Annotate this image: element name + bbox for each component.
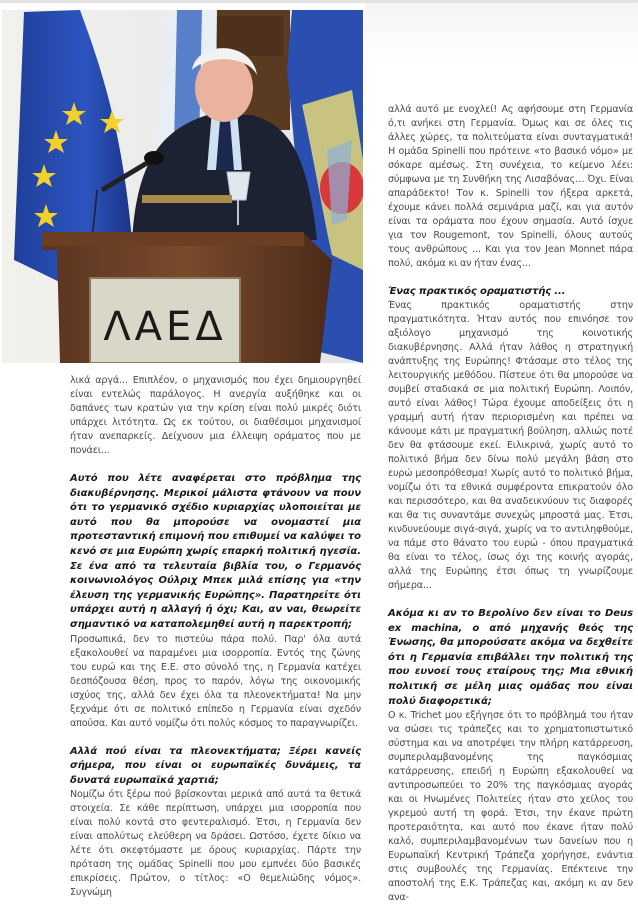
paragraph-body: λικά αργά... Επιπλέον, ο μηχανισμός που έχει δημιουργηθεί είναι εντελώς παράλογος. Η ανεργία αυξήθηκε και οι δαπάνες των κρατών για την κρίση είναι πολύ μικρές διότι υπάρχει λιτότητα. Ως εκ τούτου, οι διαθέσιμοι μηχανισμοί ήταν ανεπαρκείς. Δείχνουν μια έλλειψη οράματος που με πονάει... <box>70 375 361 456</box>
page-top-fade <box>365 3 638 63</box>
paragraph-answer: Ένας πρακτικός οραματιστής στην πραγματικότητα. Ήταν αυτός που επινόησε τον αξιόλογο μηχανισμό της κοινοτικής διακυβέρνησης. Αλλά ήταν λάθος η στρατηγική ανάπτυξης της Ευρώπης! Φτάσαμε στο τέλος της λειτουργικής μεθόδου. Πίστευε ότι θα μπορούσε να συμβεί σταδιακά σε μια πολιτική Ευρώπη. Λοιπόν, αυτό είναι λάθος! Τώρα έχουμε αποδείξεις ότι η γραμμή αυτή ήταν περιορισμένη και πρέπει να κάνουμε κάτι με πραγματική βούληση, αλλιώς ποτέ δεν θα φτάσουμε εκεί. Ειλικρινά, χωρίς αυτό το πολιτικό βήμα δεν δίνω πολύ μεγάλη βάση στο ευρώ μεσοπρόθεσμα! Χωρίς αυτό το πολιτικό βήμα, νομίζω ότι τα εθνικά συμφέροντα επικρατούν όλο και περισσότερο, και θα αναδεικνύουν τις διαφορές και θα τις συναντάμε συνεχώς μπροστά μας. Έτσι, κινδυνεύουμε σιγά-σιγά, χωρίς να το αντιληφθούμε, να πάμε στο θάνατο του ευρώ - όπου πραγματικά θα είναι το τέλος, ίσως όχι της κοινής αγοράς, αλλά της Ευρώπης έτσι όπως τη γνωρίζουμε σήμερα... <box>388 300 633 591</box>
right-text-column <box>388 103 633 905</box>
paragraph-answer: Προσωπικά, δεν το πιστεύω πάρα πολύ. Παρ' όλα αυτά εξακολουθεί να παραμένει μια ισορροπία. Εντός της ζώνης του ευρώ και της Ε.Ε. στο σύνολό της, η Γερμανία κατέχει δεσπόζουσα θέση, προς το παρόν, λόγω της οικονομικής ισχύος της, αλλά δεν έχει όλα τα πλεονεκτήματα! Να μην ξεχνάμε ότι σε πολιτικό επίπεδο η Γερμανία είναι σχεδόν απούσα. Και αυτό νομίζω ότι πολύς κόσμος το παραγνωρίζει. <box>70 633 361 729</box>
article-photo <box>2 10 363 363</box>
interview-question: Ακόμα κι αν το Βερολίνο δεν είναι το Deus ex machina, ο από μηχανής θεός της Ένωσης, θα μπορούσατε ακόμα να δεχθείτε ότι η Γερμανία επιβάλλει την πολιτική της που ευνοεί τους εταίρους της; Μια εθνική πολιτική σε μέλη μιας ομάδας που είναι πολύ διαφορετικά; <box>388 608 633 707</box>
podium-sign-text: ΛΑΕΔ <box>103 304 227 350</box>
paragraph-body: αλλά αυτό με ενοχλεί! Ας αφήσουμε στη Γερμανία ό,τι ανήκει στη Γερμανία. Όμως και σε όλες τις άλλες χώρες, τα πολιτεύματα είναι συνταγματικά! Η ομάδα Spinelli που πρότεινε «το βασικό νόμο» με σόκαρε αμέσως. Στη συνέχεια, το κείμενο λέει: σύμφωνα με τη Συνθήκη της Λισαβόνας… Όχι. Είναι απαράδεκτο! Τον κ. Spinelli τον ήξερα αρκετά, έχουμε κάνει πολλά σεμινάρια μαζί, και για αυτόν είναι τα οράματα που έχουν σημασία. Αυτό ίσχυε για τον Rougemont, τον Spinelli, όλους αυτούς τους ανθρώπους ... Και για τον Jean Monnet πάρα πολύ, ακόμα κι αν ήταν ένας... <box>388 104 633 269</box>
man-face <box>195 54 253 122</box>
paragraph-answer: Ο κ. Trichet μου εξήγησε ότι το πρόβλημά του ήταν να σώσει τις τράπεζες και το χρηματοπιστωτικό σύστημα και να αποτρέψει την πλήρη κατάρρευση, συμπεριλαμβανομένης της παγκόσμιας κατάρρευσης, επειδή η Ευρώπη εξακολουθεί να αντιπροσωπεύει το 20% της παγκόσμιας αγοράς και οι Ηνωμένες Πολιτείες ήταν στο χείλος του γκρεμού αυτή τη φορά. Έτσι, την έκανε πρώτη προτεραιότητα, και αυτό που έκανε ήταν πολύ καλό, συμπεριλαμβανομένων των δανείων που η Ευρωπαϊκή Κεντρική Τράπεζα χορήγησε, ενάντια στις συμβουλές της Γερμανίας. Επέκτεινε την αποστολή της Ε.Κ. Τράπεζας και, ακόμη κι αν δεν ανα- <box>388 710 633 904</box>
interview-question: Αυτό που λέτε αναφέρεται στο πρόβλημα της διακυβέρνησης. Μερικοί μάλιστα φτάνουν να πουν ότι το γερμανικό σχέδιο κυριαρχίας υλοποιείται με αυτό που θα μπορούσε να ονομαστεί μια προτεσταντική επιμονή που επιθυμεί να καλύψει το κενό σε μια Ευρώπη χωρίς επαρκή πολιτική ηγεσία. Σε ένα από τα τελευταία βιβλία του, ο Γερμανός κοινωνιολόγος Ούλριχ Μπεκ μιλά επίσης για «την έλευση της γερμανικής Ευρώπης». Παρατηρείτε ότι υπάρχει αυτή η αλλαγή ή όχι; Και, αν ναι, θεωρείτε σημαντικό να καταπολεμηθεί αυτή η παρεκτροπή; <box>70 473 362 630</box>
podium-lamp <box>142 195 232 203</box>
interview-question: Αλλά πού είναι τα πλεονεκτήματα; Ξέρει κανείς σήμερα, που είναι οι ευρωπαϊκές δυνάμεις, τα δυνατά ευρωπαϊκά χαρτιά; <box>70 745 361 786</box>
paragraph-answer: Νομίζω ότι ξέρω πού βρίσκονται μερικά από αυτά τα θετικά στοιχεία. Σε κάθε περίπτωση, υπάρχει μια ισορροπία που είναι πολύ κοντά στο φεντεραλισμό. Έτσι, η Γερμανία δεν είναι απολύτως ελεύθερη να δράσει. Ωστόσο, έχετε δίκιο να λέτε ότι σκεφτόμαστε με όρους κυριαρχίας. Πάρτε την πρόταση της ομάδας Spinelli που μου εμπνέει δύο βασικές επικρίσεις. Πρώτον, ο τίτλος: «Ο θεμελιώδης νόμος». Συγνώμη <box>70 789 361 899</box>
microphone <box>144 151 164 165</box>
speaker-at-podium-illustration <box>2 10 363 363</box>
section-heading: Ένας πρακτικός οραματιστής ... <box>388 286 566 297</box>
left-text-column <box>70 374 361 900</box>
